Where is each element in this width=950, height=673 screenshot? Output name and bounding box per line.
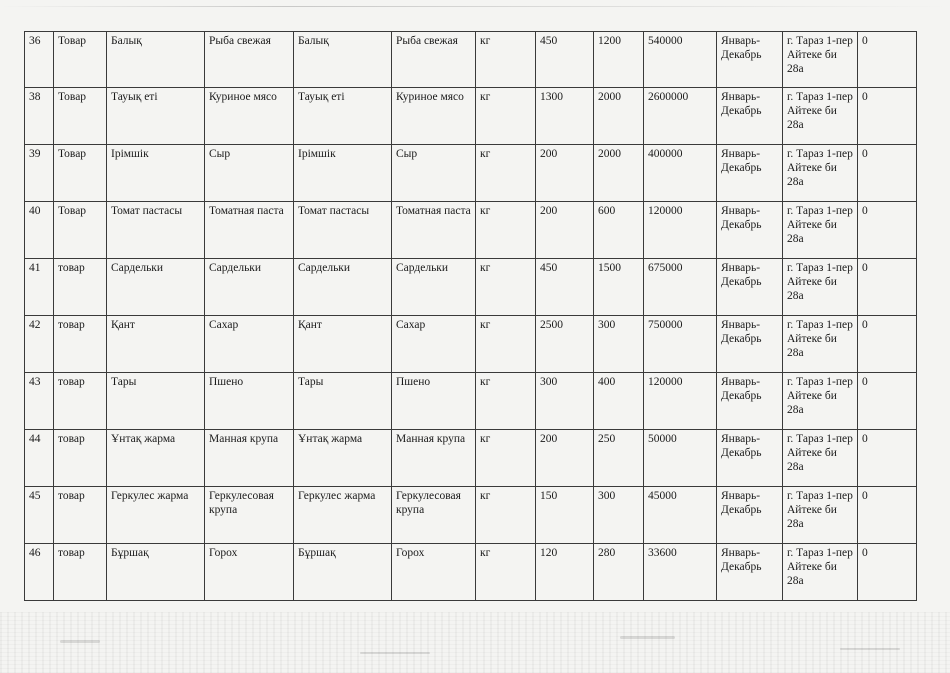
description-kazakh-cell: Тары [294, 373, 392, 430]
total-amount-cell: 400000 [644, 145, 717, 202]
description-kazakh-cell: Томат пастасы [294, 202, 392, 259]
unit-cell: кг [476, 487, 536, 544]
table-row [25, 430, 917, 487]
quantity-cell: 300 [536, 373, 594, 430]
name-russian-cell: Манная крупа [205, 430, 294, 487]
advance-percent-cell: 0 [858, 32, 917, 88]
delivery-period-cell: Январь-Декабрь [717, 544, 783, 601]
row-number-cell: 46 [25, 544, 54, 601]
name-russian-cell: Сардельки [205, 259, 294, 316]
delivery-period-cell: Январь-Декабрь [717, 259, 783, 316]
unit-price-cell: 280 [594, 544, 644, 601]
scan-smudge [840, 648, 900, 650]
name-kazakh-cell: Сардельки [107, 259, 205, 316]
table-row [25, 202, 917, 259]
delivery-period-cell: Январь-Декабрь [717, 145, 783, 202]
delivery-address-cell: г. Тараз 1-пер Айтеке би 28а [783, 430, 858, 487]
name-russian-cell: Сахар [205, 316, 294, 373]
name-kazakh-cell: Геркулес жарма [107, 487, 205, 544]
delivery-address-cell: г. Тараз 1-пер Айтеке би 28а [783, 259, 858, 316]
quantity-cell: 200 [536, 145, 594, 202]
delivery-address-cell: г. Тараз 1-пер Айтеке би 28а [783, 316, 858, 373]
item-type-cell: Товар [54, 202, 107, 259]
delivery-period-cell: Январь-Декабрь [717, 373, 783, 430]
name-kazakh-cell: Тауық еті [107, 88, 205, 145]
name-russian-cell: Геркулесовая крупа [205, 487, 294, 544]
delivery-address-cell: г. Тараз 1-пер Айтеке би 28а [783, 32, 858, 88]
table-row [25, 487, 917, 544]
item-type-cell: товар [54, 544, 107, 601]
delivery-period-cell: Январь-Декабрь [717, 32, 783, 88]
quantity-cell: 120 [536, 544, 594, 601]
table-row [25, 32, 917, 88]
name-kazakh-cell: Тары [107, 373, 205, 430]
delivery-address-cell: г. Тараз 1-пер Айтеке би 28а [783, 88, 858, 145]
item-type-cell: товар [54, 373, 107, 430]
procurement-table [24, 31, 917, 601]
table-row [25, 145, 917, 202]
quantity-cell: 450 [536, 32, 594, 88]
row-number-cell: 45 [25, 487, 54, 544]
total-amount-cell: 540000 [644, 32, 717, 88]
row-number-cell: 41 [25, 259, 54, 316]
description-russian-cell: Куриное мясо [392, 88, 476, 145]
description-russian-cell: Томатная паста [392, 202, 476, 259]
quantity-cell: 200 [536, 202, 594, 259]
item-type-cell: товар [54, 316, 107, 373]
total-amount-cell: 45000 [644, 487, 717, 544]
scan-smudge [60, 640, 100, 643]
row-number-cell: 36 [25, 32, 54, 88]
unit-cell: кг [476, 430, 536, 487]
row-number-cell: 42 [25, 316, 54, 373]
table-row [25, 544, 917, 601]
unit-price-cell: 2000 [594, 145, 644, 202]
item-type-cell: товар [54, 430, 107, 487]
table-row [25, 373, 917, 430]
unit-cell: кг [476, 88, 536, 145]
quantity-cell: 200 [536, 430, 594, 487]
advance-percent-cell: 0 [858, 487, 917, 544]
advance-percent-cell: 0 [858, 373, 917, 430]
unit-price-cell: 1200 [594, 32, 644, 88]
name-russian-cell: Куриное мясо [205, 88, 294, 145]
description-russian-cell: Сыр [392, 145, 476, 202]
item-type-cell: Товар [54, 145, 107, 202]
delivery-period-cell: Январь-Декабрь [717, 487, 783, 544]
unit-cell: кг [476, 544, 536, 601]
unit-price-cell: 300 [594, 316, 644, 373]
name-russian-cell: Томатная паста [205, 202, 294, 259]
row-number-cell: 38 [25, 88, 54, 145]
delivery-address-cell: г. Тараз 1-пер Айтеке би 28а [783, 373, 858, 430]
description-kazakh-cell: Геркулес жарма [294, 487, 392, 544]
row-number-cell: 40 [25, 202, 54, 259]
item-type-cell: товар [54, 259, 107, 316]
description-kazakh-cell: Ірімшік [294, 145, 392, 202]
unit-price-cell: 1500 [594, 259, 644, 316]
total-amount-cell: 2600000 [644, 88, 717, 145]
advance-percent-cell: 0 [858, 544, 917, 601]
delivery-address-cell: г. Тараз 1-пер Айтеке би 28а [783, 145, 858, 202]
unit-price-cell: 250 [594, 430, 644, 487]
delivery-period-cell: Январь-Декабрь [717, 88, 783, 145]
description-russian-cell: Манная крупа [392, 430, 476, 487]
unit-price-cell: 2000 [594, 88, 644, 145]
description-russian-cell: Геркулесовая крупа [392, 487, 476, 544]
item-type-cell: Товар [54, 88, 107, 145]
advance-percent-cell: 0 [858, 259, 917, 316]
unit-cell: кг [476, 316, 536, 373]
delivery-address-cell: г. Тараз 1-пер Айтеке би 28а [783, 544, 858, 601]
item-type-cell: товар [54, 487, 107, 544]
description-kazakh-cell: Ұнтақ жарма [294, 430, 392, 487]
total-amount-cell: 33600 [644, 544, 717, 601]
advance-percent-cell: 0 [858, 316, 917, 373]
table-row [25, 259, 917, 316]
unit-cell: кг [476, 373, 536, 430]
quantity-cell: 450 [536, 259, 594, 316]
advance-percent-cell: 0 [858, 202, 917, 259]
row-number-cell: 43 [25, 373, 54, 430]
total-amount-cell: 675000 [644, 259, 717, 316]
scan-noise [0, 612, 950, 673]
description-russian-cell: Рыба свежая [392, 32, 476, 88]
total-amount-cell: 120000 [644, 202, 717, 259]
name-russian-cell: Рыба свежая [205, 32, 294, 88]
page-top-edge [0, 6, 950, 7]
total-amount-cell: 750000 [644, 316, 717, 373]
name-kazakh-cell: Балық [107, 32, 205, 88]
description-russian-cell: Пшено [392, 373, 476, 430]
total-amount-cell: 50000 [644, 430, 717, 487]
quantity-cell: 1300 [536, 88, 594, 145]
name-kazakh-cell: Ұнтақ жарма [107, 430, 205, 487]
unit-cell: кг [476, 145, 536, 202]
row-number-cell: 39 [25, 145, 54, 202]
total-amount-cell: 120000 [644, 373, 717, 430]
row-number-cell: 44 [25, 430, 54, 487]
unit-price-cell: 600 [594, 202, 644, 259]
advance-percent-cell: 0 [858, 88, 917, 145]
quantity-cell: 2500 [536, 316, 594, 373]
advance-percent-cell: 0 [858, 145, 917, 202]
name-russian-cell: Пшено [205, 373, 294, 430]
description-kazakh-cell: Балық [294, 32, 392, 88]
description-kazakh-cell: Қант [294, 316, 392, 373]
advance-percent-cell: 0 [858, 430, 917, 487]
description-russian-cell: Сардельки [392, 259, 476, 316]
delivery-address-cell: г. Тараз 1-пер Айтеке би 28а [783, 487, 858, 544]
delivery-period-cell: Январь-Декабрь [717, 316, 783, 373]
name-kazakh-cell: Қант [107, 316, 205, 373]
unit-cell: кг [476, 32, 536, 88]
name-kazakh-cell: Бұршақ [107, 544, 205, 601]
unit-cell: кг [476, 202, 536, 259]
table-row [25, 88, 917, 145]
description-russian-cell: Сахар [392, 316, 476, 373]
unit-price-cell: 300 [594, 487, 644, 544]
item-type-cell: Товар [54, 32, 107, 88]
name-kazakh-cell: Томат пастасы [107, 202, 205, 259]
description-russian-cell: Горох [392, 544, 476, 601]
name-russian-cell: Сыр [205, 145, 294, 202]
name-russian-cell: Горох [205, 544, 294, 601]
unit-price-cell: 400 [594, 373, 644, 430]
unit-cell: кг [476, 259, 536, 316]
delivery-period-cell: Январь-Декабрь [717, 430, 783, 487]
scan-smudge [360, 652, 430, 654]
table-row [25, 316, 917, 373]
delivery-period-cell: Январь-Декабрь [717, 202, 783, 259]
scan-smudge [620, 636, 675, 639]
quantity-cell: 150 [536, 487, 594, 544]
description-kazakh-cell: Бұршақ [294, 544, 392, 601]
name-kazakh-cell: Ірімшік [107, 145, 205, 202]
description-kazakh-cell: Сардельки [294, 259, 392, 316]
delivery-address-cell: г. Тараз 1-пер Айтеке би 28а [783, 202, 858, 259]
description-kazakh-cell: Тауық еті [294, 88, 392, 145]
